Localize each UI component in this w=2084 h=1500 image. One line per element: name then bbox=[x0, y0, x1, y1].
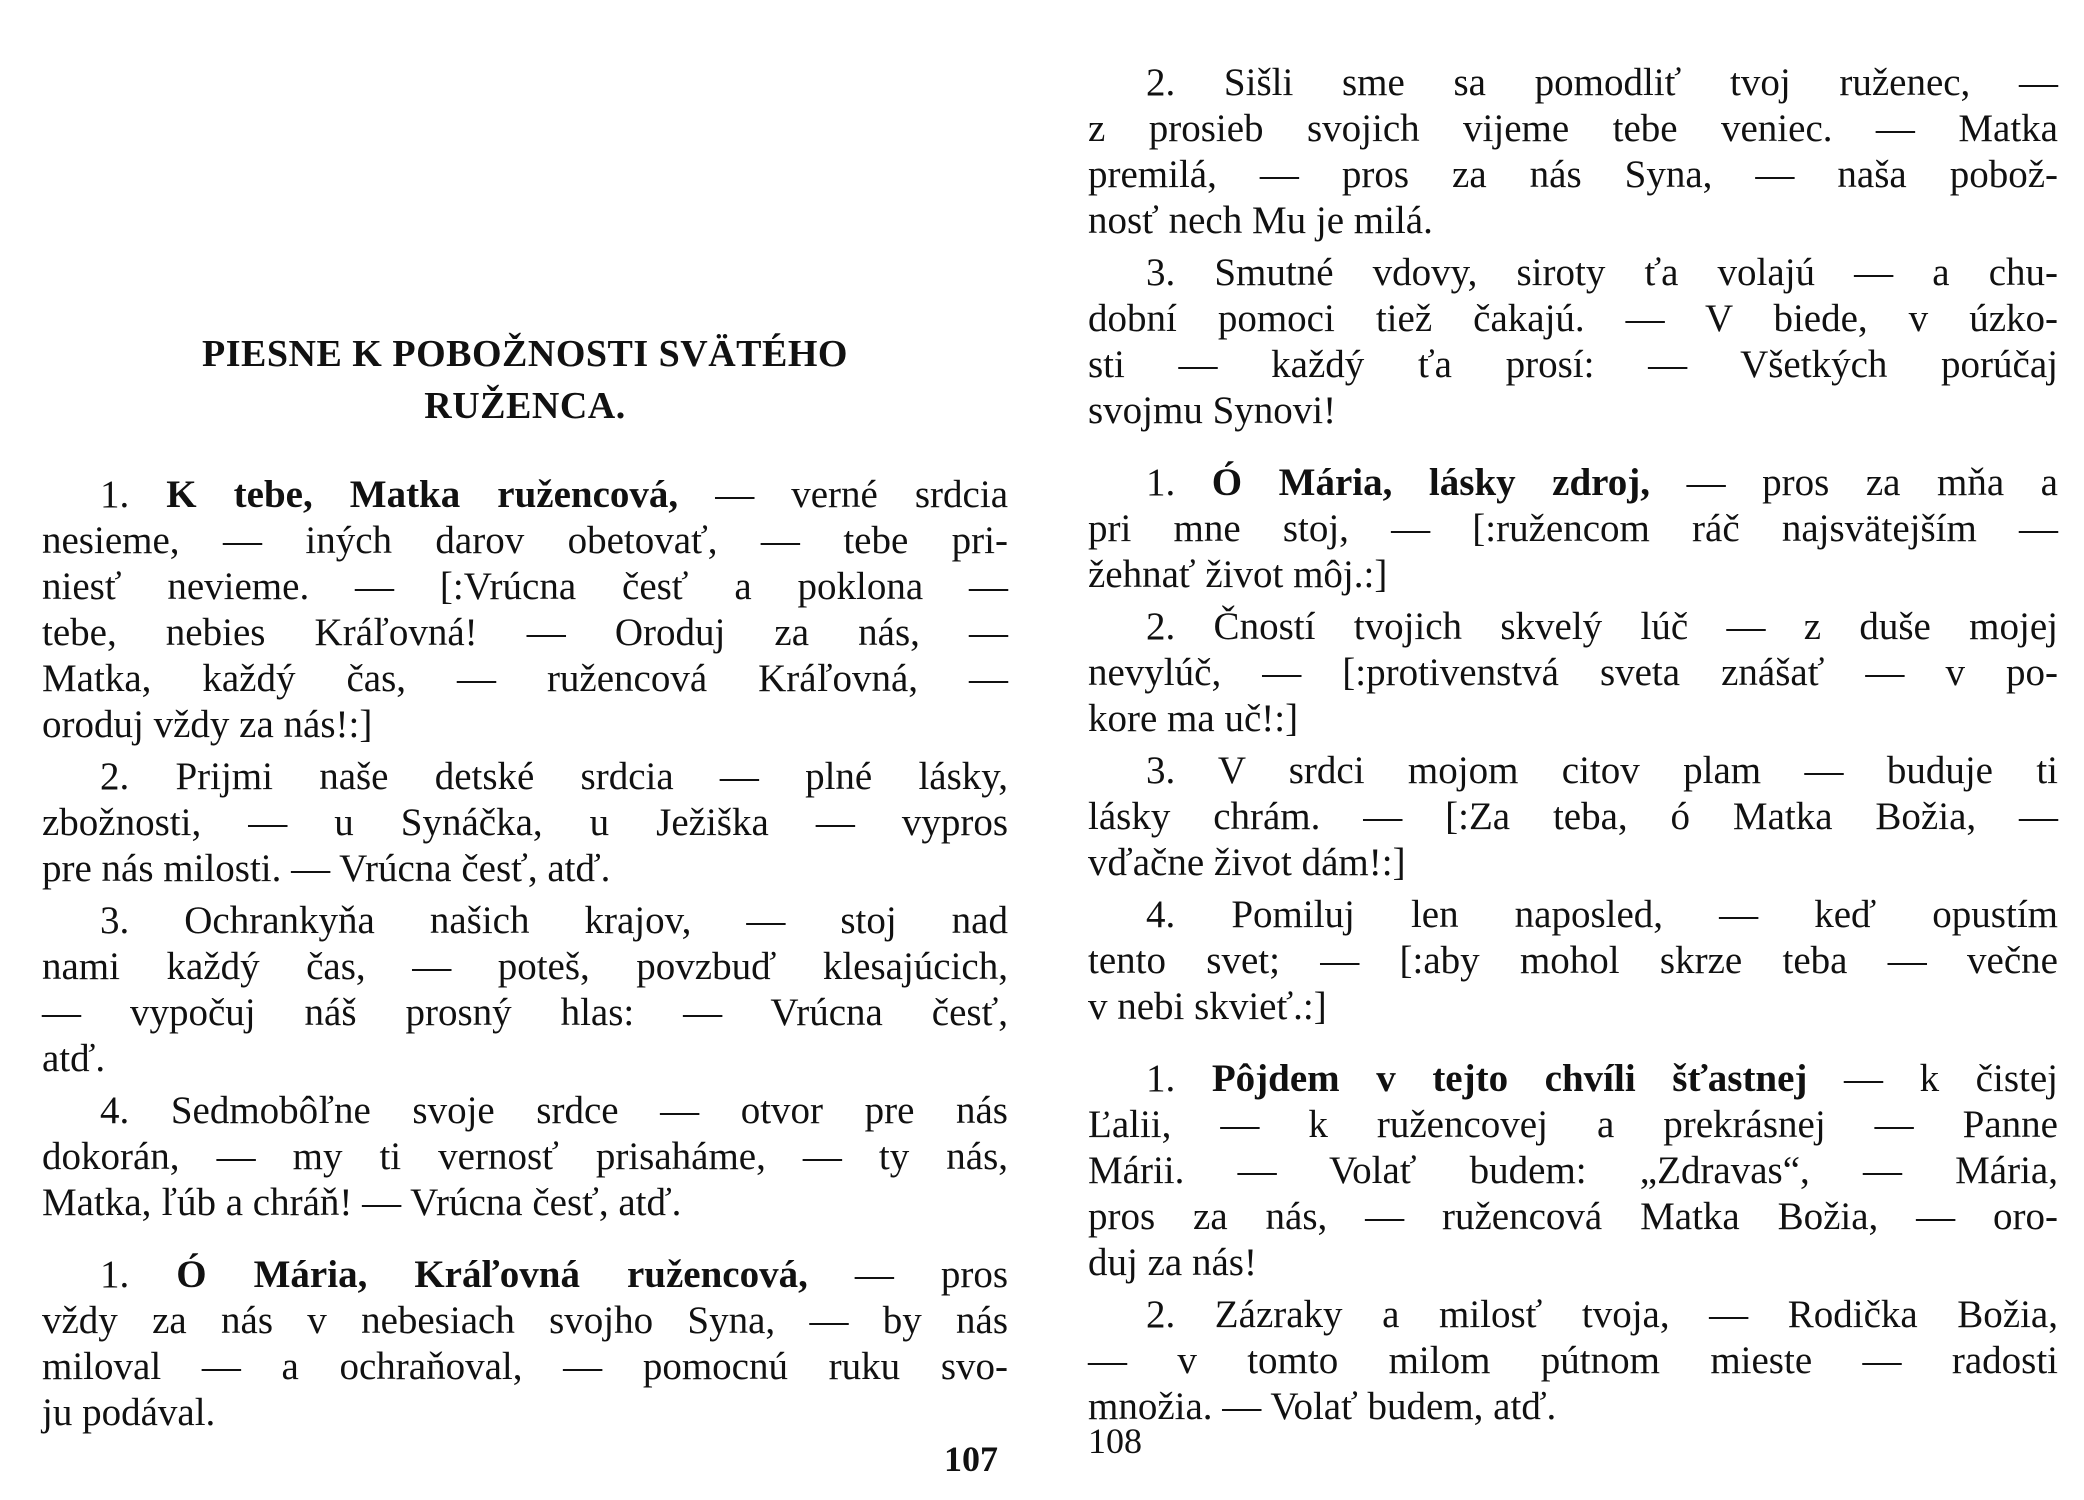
right-column bbox=[1088, 60, 2058, 1436]
song2-incipit: Ó Mária, Kráľovná ružencová, bbox=[176, 1253, 808, 1296]
song3-incipit: Ó Mária, lásky zdroj, bbox=[1211, 461, 1651, 504]
song1-incipit: K tebe, Matka ružencová, bbox=[166, 473, 679, 516]
song3-verse2: 2. Čností tvojich skvelý lúč — z duše mojej nevylúč, — [:protivenstvá sveta znášať — v po- kore ma uč!:] bbox=[1088, 605, 2058, 740]
left-page bbox=[0, 0, 1040, 1500]
song1-verse4: 4. Sedmobôľne svoje srdce — otvor pre nás dokorán, — my ti vernosť prisaháme, — ty nás, Matka, ľúb a chráň! — Vrúcna česť, atď. bbox=[42, 1089, 1008, 1224]
song-divider bbox=[42, 1232, 1008, 1252]
song1-verse3: 3. Ochrankyňa našich krajov, — stoj nad nami každý čas, — poteš, povzbuď klesajúcich, — vypočuj náš prosný hlas: — Vrúcna česť, atď. bbox=[42, 899, 1008, 1080]
song-divider bbox=[1088, 440, 2058, 460]
title-line-1: PIESNE K POBOŽNOSTI SVÄTÉHO bbox=[202, 333, 848, 375]
title-line-2: RUŽENCA. bbox=[424, 385, 626, 427]
song2-verse2: 2. Sišli sme sa pomodliť tvoj ruženec, — z prosieb svojich vijeme tebe veniec. — Matka premilá, — pros za nás Syna, — naša pobož- nosť nech Mu je milá. bbox=[1088, 61, 2058, 242]
page-title bbox=[42, 328, 1008, 432]
left-column bbox=[42, 472, 1008, 1442]
song4-verse1: 1. Pôjdem v tejto chvíli šťastnej — k čistej Ľalii, — k ružencovej a prekrásnej — Panne Márii. — Volať budem: „Zdravas“, — Mária, pros za nás, — ružencová Matka Božia, — oro- duj za nás! bbox=[1088, 1057, 2058, 1284]
song3-verse1: 1. Ó Mária, lásky zdroj, — pros za mňa a pri mne stoj, — [:ružencom ráč najsvätejším — žehnať život môj.:] bbox=[1088, 461, 2058, 596]
song1-verse1: 1. K tebe, Matka ružencová, — verné srdcia nesieme, — iných darov obetovať, — tebe pri- niesť nevieme. — [:Vrúcna česť a poklona — tebe, nebies Kráľovná! — Oroduj za nás, — Matka, každý čas, — ružencová Kráľovná, — oroduj vždy za nás!:] bbox=[42, 473, 1008, 746]
song-divider bbox=[1088, 1036, 2058, 1056]
song4-incipit: Pôjdem v tejto chvíli šťastnej bbox=[1211, 1057, 1808, 1100]
song4-verse2: 2. Zázraky a milosť tvoja, — Rodička Božia, — v tomto milom pútnom mieste — radosti množia. — Volať budem, atď. bbox=[1088, 1293, 2058, 1428]
right-page bbox=[1040, 0, 2084, 1500]
song2-verse3: 3. Smutné vdovy, siroty ťa volajú — a chu- dobní pomoci tiež čakajú. — V biede, v úzko- sti — každý ťa prosí: — Všetkých porúčaj svojmu Synovi! bbox=[1088, 251, 2058, 432]
song2-verse1: 1. Ó Mária, Kráľovná ružencová, — pros vždy za nás v nebesiach svojho Syna, — by nás miloval — a ochraňoval, — pomocnú ruku svo- ju podával. bbox=[42, 1253, 1009, 1434]
page-number-right: 108 bbox=[1088, 1421, 1142, 1461]
page-number-left: 107 bbox=[944, 1439, 998, 1479]
song3-verse3: 3. V srdci mojom citov plam — buduje ti lásky chrám. — [:Za teba, ó Matka Božia, — vďačne život dám!:] bbox=[1088, 749, 2058, 884]
song1-verse2: 2. Prijmi naše detské srdcia — plné lásky, zbožnosti, — u Synáčka, u Ježiška — vypros pre nás milosti. — Vrúcna česť, atď. bbox=[42, 755, 1008, 890]
song3-verse4: 4. Pomiluj len naposled, — keď opustím tento svet; — [:aby mohol skrze teba — večne v nebi skvieť.:] bbox=[1088, 893, 2058, 1028]
